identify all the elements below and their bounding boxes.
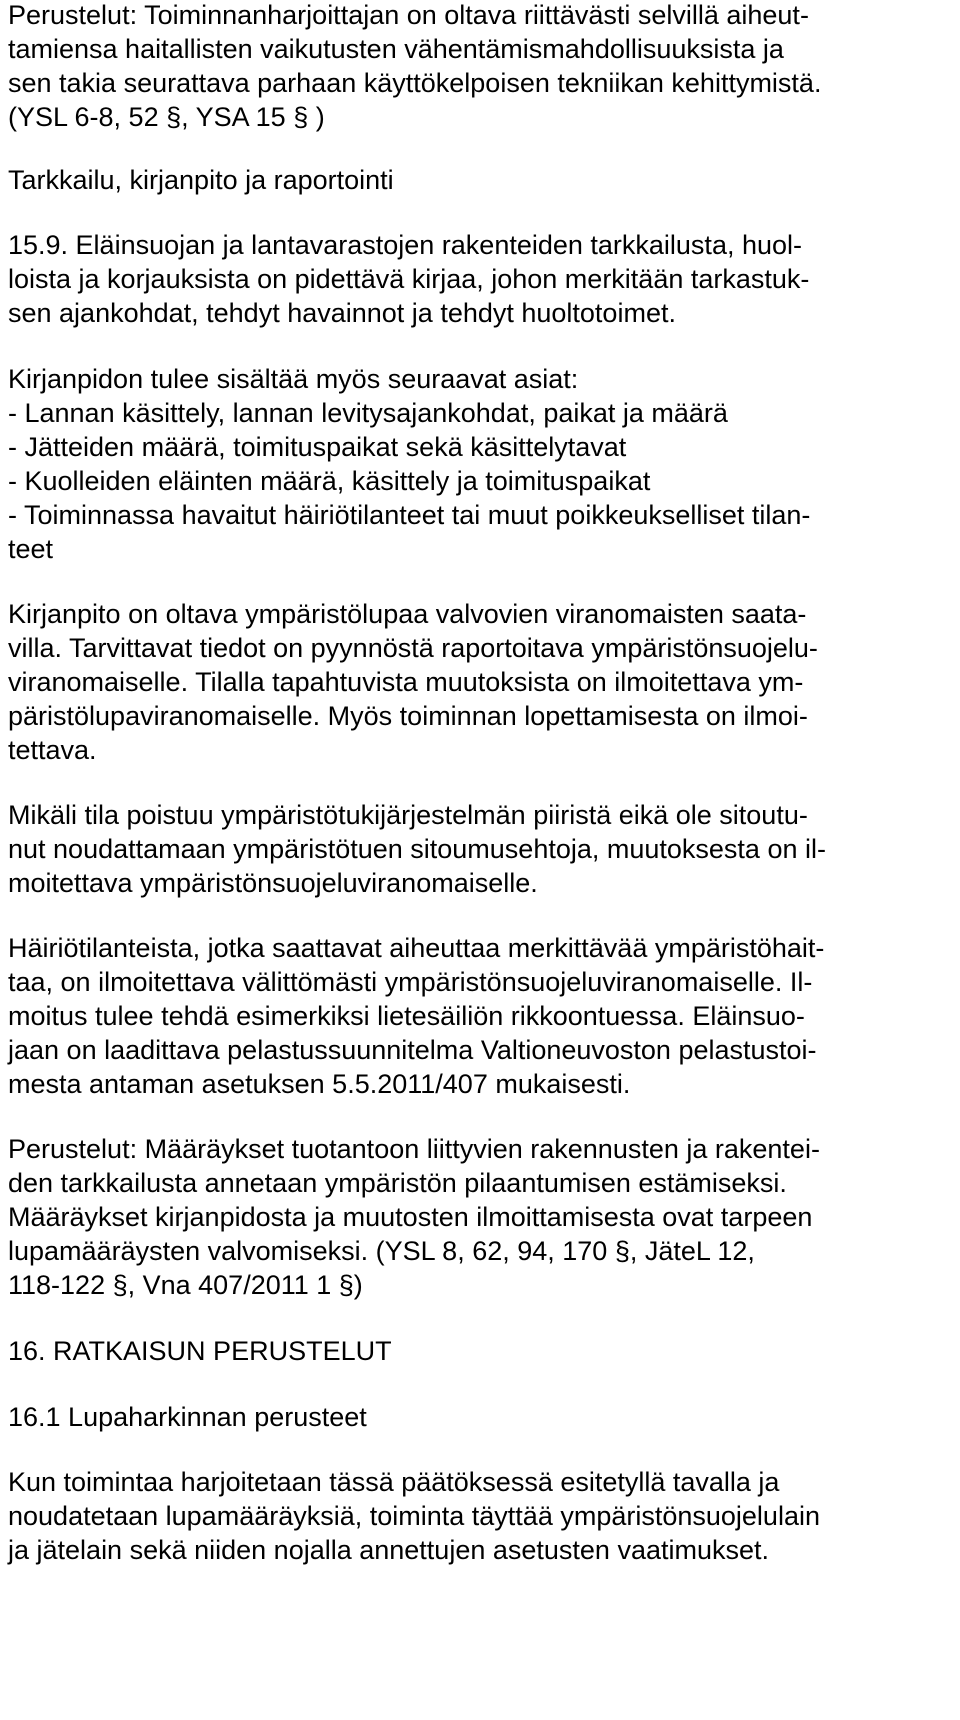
text-line: Kun toimintaa harjoitetaan tässä päätöksessä esitetyllä tavalla ja: [8, 1467, 780, 1497]
text-line: loista ja korjauksista on pidettävä kirjaa, johon merkitään tarkastuk-: [8, 264, 810, 294]
text-line: jaan on laadittava pelastussuunnitelma Valtioneuvoston pelastustoi-: [8, 1035, 817, 1065]
list-item: teet: [8, 534, 54, 564]
text-line: tamiensa haitallisten vaikutusten vähentämismahdollisuuksista ja: [8, 34, 784, 64]
list-item: - Jätteiden määrä, toimituspaikat sekä käsittelytavat: [8, 432, 627, 462]
text-line: moitus tulee tehdä esimerkiksi lietesäiliön rikkoontuessa. Eläinsuo-: [8, 1001, 805, 1031]
text-line: ja jätelain sekä niiden nojalla annettujen asetusten vaatimukset.: [8, 1535, 769, 1565]
text-line: päristölupaviranomaiselle. Myös toiminnan lopettamisesta on ilmoi-: [8, 701, 808, 731]
text-line: tettava.: [8, 735, 97, 765]
text-line: Kirjanpidon tulee sisältää myös seuraavat asiat:: [8, 364, 579, 394]
text-line: Häiriötilanteista, jotka saattavat aiheuttaa merkittävää ympäristöhait-: [8, 933, 825, 963]
text-line: moitettava ympäristönsuojeluviranomaiselle.: [8, 868, 538, 898]
text-line: sen ajankohdat, tehdyt havainnot ja tehdyt huoltotoimet.: [8, 298, 676, 328]
text-line: viranomaiselle. Tilalla tapahtuvista muutoksista on ilmoitettava ym-: [8, 667, 804, 697]
text-line: taa, on ilmoitettava välittömästi ympäristönsuojeluviranomaiselle. Il-: [8, 967, 813, 997]
text-line: villa. Tarvittavat tiedot on pyynnöstä raportoitava ympäristönsuojelu-: [8, 633, 818, 663]
subsection-heading: 16.1 Lupaharkinnan perusteet: [8, 1402, 367, 1432]
section-heading: 16. RATKAISUN PERUSTELUT: [8, 1336, 392, 1366]
list-item: - Lannan käsittely, lannan levitysajankohdat, paikat ja määrä: [8, 398, 728, 428]
section-heading: Tarkkailu, kirjanpito ja raportointi: [8, 165, 394, 195]
text-line: den tarkkailusta annetaan ympäristön pilaantumisen estämiseksi.: [8, 1168, 787, 1198]
text-line: Perustelut: Toiminnanharjoittajan on oltava riittävästi selvillä aiheut-: [8, 0, 809, 30]
text-line: Kirjanpito on oltava ympäristölupaa valvovien viranomaisten saata-: [8, 599, 807, 629]
text-line: 15.9. Eläinsuojan ja lantavarastojen rakenteiden tarkkailusta, huol-: [8, 230, 802, 260]
text-line: sen takia seurattava parhaan käyttökelpoisen tekniikan kehittymistä.: [8, 68, 822, 98]
text-line: Mikäli tila poistuu ympäristötukijärjestelmän piiristä eikä ole sitoutu-: [8, 800, 808, 830]
list-item: - Kuolleiden eläinten määrä, käsittely ja toimituspaikat: [8, 466, 651, 496]
text-line: noudatetaan lupamääräyksiä, toiminta täyttää ympäristönsuojelulain: [8, 1501, 820, 1531]
text-line: lupamääräysten valvomiseksi. (YSL 8, 62, 94, 170 §, JäteL 12,: [8, 1236, 755, 1266]
text-line: (YSL 6-8, 52 §, YSA 15 § ): [8, 102, 325, 132]
text-line: mesta antaman asetuksen 5.5.2011/407 mukaisesti.: [8, 1069, 631, 1099]
text-line: Perustelut: Määräykset tuotantoon liittyvien rakennusten ja rakentei-: [8, 1134, 820, 1164]
text-line: 118-122 §, Vna 407/2011 1 §): [8, 1270, 363, 1300]
text-line: Määräykset kirjanpidosta ja muutosten ilmoittamisesta ovat tarpeen: [8, 1202, 813, 1232]
list-item: - Toiminnassa havaitut häiriötilanteet tai muut poikkeukselliset tilan-: [8, 500, 811, 530]
text-line: nut noudattamaan ympäristötuen sitoumusehtoja, muutoksesta on il-: [8, 834, 826, 864]
